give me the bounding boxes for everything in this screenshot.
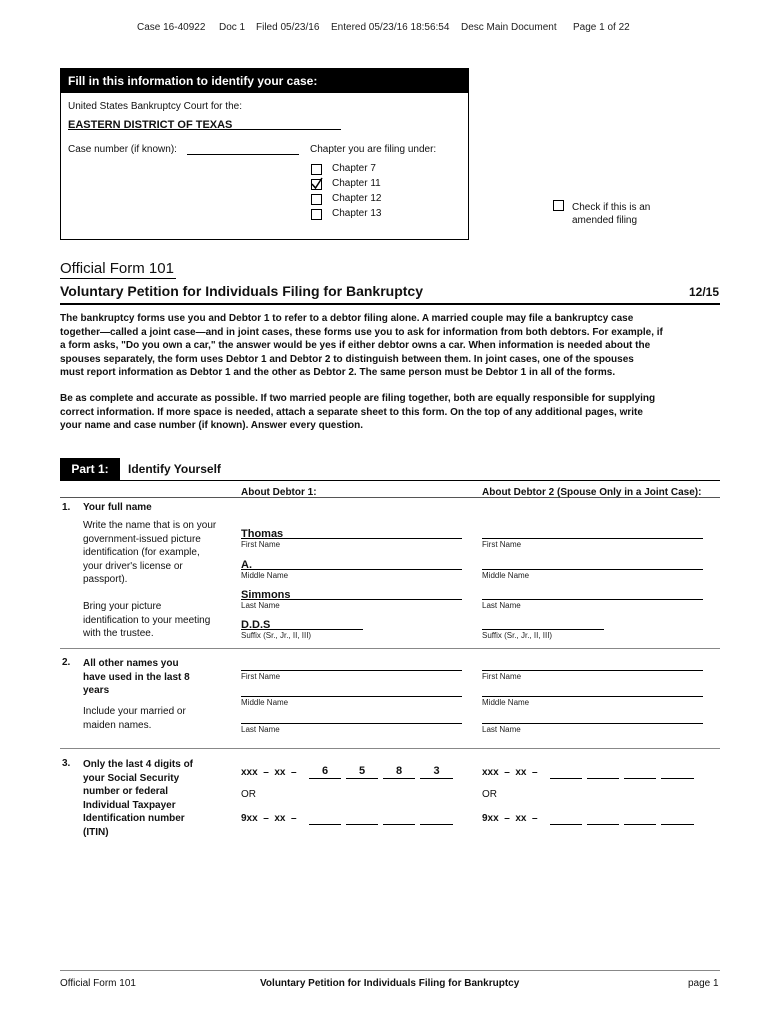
d1-or: OR — [241, 789, 256, 800]
footer-rule — [60, 970, 720, 971]
debtor1-heading: About Debtor 1: — [241, 487, 317, 498]
court-field[interactable] — [68, 115, 341, 130]
q2-title-line: have used in the last 8 — [83, 671, 190, 683]
accuracy-line: correct information. If more space is needed, attach a separate sheet to this form. On the top of any additional pages, write — [60, 406, 643, 418]
q1-help-2 — [83, 600, 210, 641]
intro-paragraph — [60, 312, 720, 380]
q1-help-line: identification to your meeting — [83, 614, 211, 626]
form-name: Official Form 101 — [60, 260, 174, 277]
header-desc: Desc Main Document — [461, 22, 557, 33]
d1-other-middle-input[interactable] — [241, 683, 462, 697]
case-number-field[interactable] — [187, 140, 299, 155]
d2-other-middle-input[interactable] — [482, 683, 703, 697]
d1-middle-name-value: A. — [241, 559, 252, 571]
q2-title-line: years — [83, 685, 110, 696]
q1-help-line: your driver's license or — [83, 560, 183, 572]
amended-line-1: Check if this is an — [572, 202, 651, 213]
footer-page: page 1 — [688, 978, 719, 989]
q1-divider — [60, 648, 720, 649]
chapter-label: Chapter you are filing under: — [310, 144, 437, 155]
intro-line: spouses separately, the form uses Debtor 1 and Debtor 2 to distinguish between them. In joint cases, one of the spouses — [60, 353, 634, 365]
d1-last-name-value: Simmons — [241, 589, 291, 601]
d1-ssn-digit-4[interactable]: 3 — [420, 765, 453, 779]
q2-divider — [60, 748, 720, 749]
d1-itin-digit-1[interactable] — [309, 811, 341, 825]
d2-other-first-label: First Name — [482, 672, 522, 681]
amended-label — [572, 201, 650, 227]
chapter-7-label: Chapter 7 — [332, 163, 376, 174]
q1-help-line: passport). — [83, 574, 128, 585]
intro-line: a form asks, "Do you own a car," the answer would be yes if either debtor owns a car. When information is needed about the — [60, 340, 651, 351]
d2-itin-digit-4[interactable] — [661, 811, 694, 825]
checkmark-icon — [311, 177, 323, 190]
q1-number: 1. — [62, 502, 71, 513]
d1-other-first-input[interactable] — [241, 657, 462, 671]
q2-help — [83, 705, 186, 732]
d1-first-name-input[interactable] — [241, 524, 462, 539]
d1-suffix-input[interactable] — [241, 615, 363, 630]
d1-other-first-label: First Name — [241, 672, 281, 681]
q1-help — [83, 519, 216, 587]
q1-help-line: Write the name that is on your — [83, 520, 217, 531]
d1-middle-name-label: Middle Name — [241, 571, 289, 580]
d1-last-name-label: Last Name — [241, 601, 280, 610]
case-number-label: Case number (if known): — [68, 144, 177, 155]
d1-itin-digit-3[interactable] — [383, 811, 415, 825]
d2-other-first-input[interactable] — [482, 657, 703, 671]
d2-ssn-digit-2[interactable] — [587, 765, 619, 779]
q3-title-line: Identification number — [83, 813, 185, 824]
footer-title: Voluntary Petition for Individuals Filing for Bankruptcy — [260, 978, 520, 989]
d1-itin-prefix: 9xx – xx – — [241, 813, 297, 824]
d1-last-name-input[interactable] — [241, 585, 462, 600]
part1-title: Identify Yourself — [128, 462, 221, 476]
d2-itin-digit-3[interactable] — [624, 811, 656, 825]
d2-itin-digit-2[interactable] — [587, 811, 619, 825]
amended-checkbox[interactable] — [553, 200, 564, 211]
q1-help-line: Bring your picture — [83, 601, 162, 612]
part1-label: Part 1: — [60, 458, 120, 480]
case-info-title: Fill in this information to identify your case: — [61, 69, 468, 93]
q3-title-line: number or federal — [83, 786, 169, 797]
d1-ssn-digit-3[interactable]: 8 — [383, 765, 415, 779]
column-rule — [60, 497, 720, 498]
d1-itin-digit-4[interactable] — [420, 811, 453, 825]
d1-middle-name-input[interactable] — [241, 555, 462, 570]
header-page: Page 1 of 22 — [573, 22, 630, 33]
d1-ssn-digit-1[interactable]: 6 — [309, 765, 341, 779]
d2-last-name-input[interactable] — [482, 585, 703, 600]
d2-ssn-digit-1[interactable] — [550, 765, 582, 779]
form-title: Voluntary Petition for Individuals Filing for Bankruptcy — [60, 283, 423, 299]
amended-line-2: amended filing — [572, 215, 638, 226]
d1-suffix-label: Suffix (Sr., Jr., II, III) — [241, 631, 312, 640]
d1-first-name-value: Thomas — [241, 528, 284, 540]
d2-itin-digit-1[interactable] — [550, 811, 582, 825]
d2-first-name-label: First Name — [482, 540, 522, 549]
form-name-underline — [60, 278, 176, 279]
q3-number: 3. — [62, 758, 71, 769]
q1-help-line: government-issued picture — [83, 533, 201, 545]
d2-other-last-label: Last Name — [482, 725, 521, 734]
intro-line: The bankruptcy forms use you and Debtor 1 to refer to a debtor filing alone. A married couple may file a bankruptcy case — [60, 313, 634, 324]
chapter-12-checkbox[interactable] — [311, 194, 322, 205]
header-filed: Filed 05/23/16 — [256, 22, 320, 33]
debtor2-heading: About Debtor 2 (Spouse Only in a Joint Case): — [482, 487, 702, 498]
d2-ssn-digit-3[interactable] — [624, 765, 656, 779]
d1-other-middle-label: Middle Name — [241, 698, 289, 707]
d1-first-name-label: First Name — [241, 540, 281, 549]
q2-title — [83, 657, 190, 698]
header-doc: Doc 1 — [219, 22, 246, 33]
q3-title-line: Only the last 4 digits of — [83, 759, 194, 770]
form-version: 12/15 — [689, 285, 720, 299]
intro-line: must report information as Debtor 1 and the other as Debtor 2. The same person must be Debtor 1 in all of the forms. — [60, 367, 616, 378]
footer-form: Official Form 101 — [60, 978, 136, 989]
q2-help-line: maiden names. — [83, 719, 152, 731]
d2-last-name-label: Last Name — [482, 601, 521, 610]
d2-other-last-input[interactable] — [482, 710, 703, 724]
d2-itin-prefix: 9xx – xx – — [482, 813, 538, 824]
d2-suffix-input[interactable] — [482, 615, 604, 630]
q3-title — [83, 758, 193, 839]
accuracy-paragraph — [60, 392, 720, 433]
q3-title-line: (ITIN) — [83, 826, 109, 838]
d1-ssn-prefix: xxx – xx – — [241, 767, 297, 778]
d2-middle-name-input[interactable] — [482, 555, 703, 570]
case-info-box — [60, 68, 469, 240]
chapter-13-label: Chapter 13 — [332, 208, 382, 219]
q2-title-line: All other names you — [83, 658, 179, 669]
q1-help-line: with the trustee. — [83, 628, 154, 639]
court-label: United States Bankruptcy Court for the: — [68, 101, 242, 112]
accuracy-line: Be as complete and accurate as possible. If two married people are filing together, both are equally responsible for supplying — [60, 393, 656, 404]
q3-title-line: your Social Security — [83, 772, 180, 784]
d2-suffix-label: Suffix (Sr., Jr., II, III) — [482, 631, 553, 640]
q2-number: 2. — [62, 657, 71, 668]
title-rule — [60, 303, 720, 305]
d2-ssn-prefix: xxx – xx – — [482, 767, 538, 778]
d1-suffix-value: D.D.S — [241, 619, 271, 631]
chapter-12-label: Chapter 12 — [332, 193, 382, 204]
part1-header — [60, 458, 720, 481]
q1-title: Your full name — [83, 502, 152, 513]
q2-help-line: Include your married or — [83, 706, 186, 717]
header-case: Case 16-40922 — [137, 22, 206, 33]
chapter-13-checkbox[interactable] — [311, 209, 322, 220]
chapter-7-checkbox[interactable] — [311, 164, 322, 175]
d2-middle-name-label: Middle Name — [482, 571, 530, 580]
court-value: EASTERN DISTRICT OF TEXAS — [68, 119, 233, 131]
chapter-11-checkbox[interactable] — [311, 179, 322, 190]
chapter-11-label: Chapter 11 — [332, 178, 381, 189]
d1-ssn-digit-2[interactable]: 5 — [346, 765, 378, 779]
intro-line: together—called a joint case—and in joint cases, these forms use you to ask for information from both debtors. For example, if — [60, 326, 663, 338]
d2-first-name-input[interactable] — [482, 524, 703, 539]
d1-other-last-label: Last Name — [241, 725, 280, 734]
d2-or: OR — [482, 789, 497, 800]
d1-other-last-input[interactable] — [241, 710, 462, 724]
accuracy-line: your name and case number (if known). Answer every question. — [60, 420, 364, 431]
header-entered: Entered 05/23/16 18:56:54 — [331, 22, 450, 33]
q1-help-line: identification (for example, — [83, 547, 200, 558]
d2-ssn-digit-4[interactable] — [661, 765, 694, 779]
d1-itin-digit-2[interactable] — [346, 811, 378, 825]
d2-other-middle-label: Middle Name — [482, 698, 530, 707]
q3-title-line: Individual Taxpayer — [83, 799, 176, 811]
